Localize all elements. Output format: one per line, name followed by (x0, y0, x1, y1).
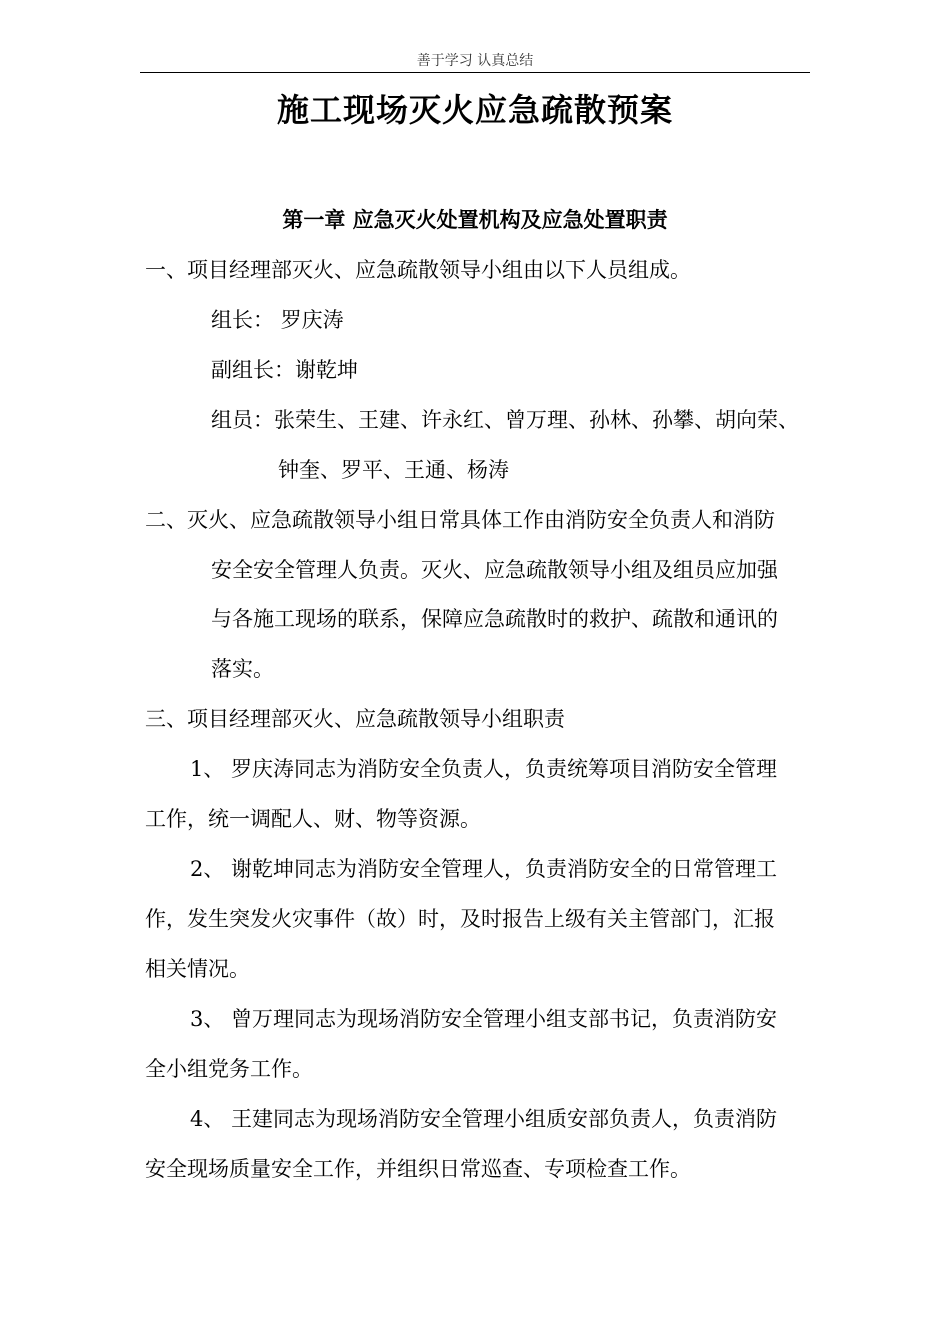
duty-item-2-line-2: 作，发生突发火灾事件（故）时，及时报告上级有关主管部门，汇报 (145, 907, 775, 931)
duty-item-2-line-3: 相关情况。 (145, 957, 250, 981)
chapter-title: 第一章 应急灭火处置机构及应急处置职责 (282, 208, 668, 232)
team-leader-line: 组长： 罗庆涛 (211, 308, 344, 332)
header-divider (140, 72, 810, 73)
section-2-line-3: 与各施工现场的联系，保障应急疏散时的救护、疏散和通讯的 (211, 607, 778, 631)
section-2-line-1: 二、灭火、应急疏散领导小组日常具体工作由消防安全负责人和消防 (145, 508, 775, 532)
document-title: 施工现场灭火应急疏散预案 (276, 91, 673, 129)
deputy-leader-line: 副组长：谢乾坤 (211, 358, 358, 382)
duty-item-3-line-2: 全小组党务工作。 (145, 1057, 313, 1081)
duty-item-1-line-2: 工作，统一调配人、财、物等资源。 (145, 807, 481, 831)
section-3-heading: 三、项目经理部灭火、应急疏散领导小组职责 (145, 707, 565, 731)
members-line-1: 组员：张荣生、王建、许永红、曾万理、孙林、孙攀、胡向荣、 (211, 408, 799, 432)
duty-item-4-line-1: 4、 王建同志为现场消防安全管理小组质安部负责人，负责消防 (190, 1107, 778, 1131)
duty-item-2-line-1: 2、 谢乾坤同志为消防安全管理人，负责消防安全的日常管理工 (190, 857, 778, 881)
page-header-text: 善于学习 认真总结 (416, 53, 534, 69)
duty-item-1-line-1: 1、 罗庆涛同志为消防安全负责人，负责统筹项目消防安全管理 (190, 757, 778, 781)
section-2-line-4: 落实。 (211, 657, 274, 681)
duty-item-4-line-2: 安全现场质量安全工作，并组织日常巡查、专项检查工作。 (145, 1157, 691, 1181)
duty-item-3-line-1: 3、 曾万理同志为现场消防安全管理小组支部书记，负责消防安 (190, 1007, 778, 1031)
section-1-heading: 一、项目经理部灭火、应急疏散领导小组由以下人员组成。 (145, 258, 691, 282)
members-line-2: 钟奎、罗平、王通、杨涛 (278, 458, 509, 482)
section-2-line-2: 安全安全管理人负责。灭火、应急疏散领导小组及组员应加强 (211, 558, 778, 582)
